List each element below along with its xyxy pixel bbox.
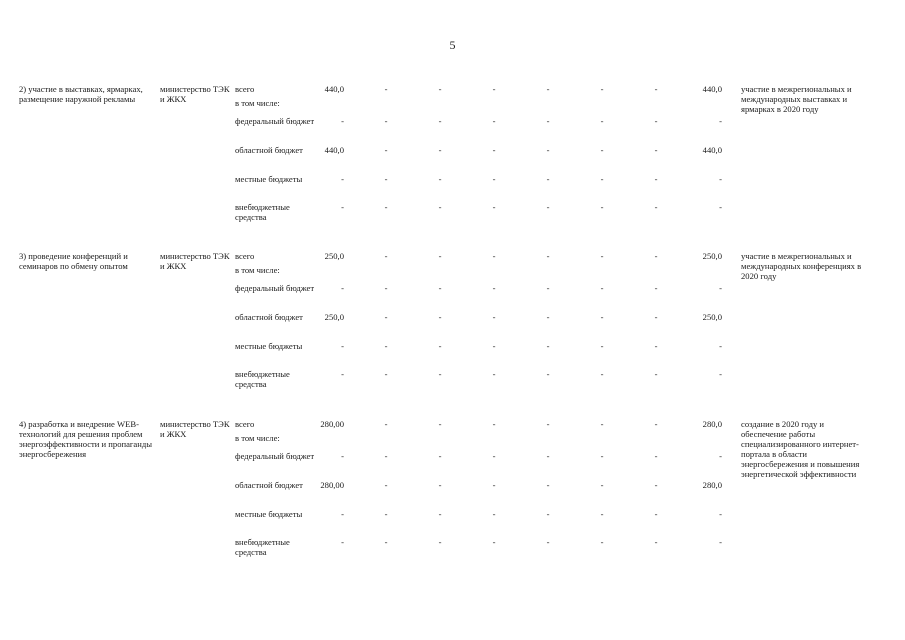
funding-source: областной бюджет: [235, 312, 303, 322]
funding-year-value: -: [654, 84, 658, 94]
funding-year-value: -: [492, 451, 496, 461]
funding-source: в том числе:: [235, 98, 280, 108]
funding-year-value: -: [546, 283, 550, 293]
funding-year-value: -: [654, 202, 658, 212]
funding-total: -: [719, 451, 722, 461]
funding-amount: 440,0: [324, 84, 344, 94]
funding-source: местные бюджеты: [235, 174, 303, 184]
funding-year-value: -: [492, 419, 496, 429]
funding-year-value: -: [600, 174, 604, 184]
funding-amount: -: [341, 509, 344, 519]
funding-row: [0, 341, 905, 363]
executor: министерство ТЭК и ЖКХ: [160, 419, 230, 439]
funding-total: -: [719, 202, 722, 212]
funding-year-value: -: [546, 341, 550, 351]
funding-year-value: -: [546, 145, 550, 155]
funding-year-value: -: [600, 312, 604, 322]
funding-year-value: -: [600, 116, 604, 126]
funding-total: 280,0: [702, 419, 722, 429]
funding-source: федеральный бюджет: [235, 283, 315, 293]
funding-year-value: -: [384, 451, 388, 461]
funding-amount: -: [341, 283, 344, 293]
funding-amount: 280,00: [320, 419, 344, 429]
funding-source: федеральный бюджет: [235, 451, 315, 461]
funding-year-value: -: [384, 369, 388, 379]
funding-amount: -: [341, 537, 344, 547]
funding-row: [0, 145, 905, 167]
funding-source: всего: [235, 84, 255, 94]
page-number: 5: [449, 38, 456, 52]
funding-year-value: -: [546, 251, 550, 261]
funding-row: [0, 174, 905, 196]
funding-year-value: -: [492, 116, 496, 126]
funding-total: 250,0: [702, 251, 722, 261]
event-description: 2) участие в выставках, ярмарках, размещение наружной рекламы: [19, 84, 143, 104]
funding-year-value: -: [384, 480, 388, 490]
funding-year-value: -: [546, 480, 550, 490]
funding-amount: 440,0: [324, 145, 344, 155]
funding-source: всего: [235, 419, 255, 429]
expected-result: создание в 2020 году и обеспечение работы специализированного интернет-портала в области энергосбережения и повышения энергетической эффективности: [741, 419, 860, 479]
expected-result: участие в межрегиональных и международных конференциях в 2020 году: [741, 251, 862, 281]
funding-year-value: -: [492, 202, 496, 212]
funding-year-value: -: [600, 84, 604, 94]
funding-total: -: [719, 537, 722, 547]
funding-amount: -: [341, 116, 344, 126]
funding-total: -: [719, 509, 722, 519]
funding-year-value: -: [492, 145, 496, 155]
funding-amount: 250,0: [324, 312, 344, 322]
funding-year-value: -: [384, 537, 388, 547]
funding-row: [0, 312, 905, 334]
funding-year-value: -: [492, 369, 496, 379]
funding-year-value: -: [438, 537, 442, 547]
funding-year-value: -: [654, 283, 658, 293]
funding-year-value: -: [492, 480, 496, 490]
funding-year-value: -: [438, 84, 442, 94]
funding-year-value: -: [546, 202, 550, 212]
funding-source: федеральный бюджет: [235, 116, 315, 126]
funding-amount: -: [341, 369, 344, 379]
funding-year-value: -: [600, 451, 604, 461]
funding-year-value: -: [546, 537, 550, 547]
funding-year-value: -: [492, 251, 496, 261]
funding-source: местные бюджеты: [235, 509, 303, 519]
funding-year-value: -: [600, 419, 604, 429]
funding-amount: -: [341, 451, 344, 461]
funding-year-value: -: [438, 145, 442, 155]
funding-year-value: -: [600, 251, 604, 261]
expected-result: участие в межрегиональных и международных выставках и ярмарках в 2020 году: [741, 84, 852, 114]
program-event-block: [0, 251, 905, 411]
funding-amount: 280,00: [320, 480, 344, 490]
funding-year-value: -: [384, 116, 388, 126]
funding-year-value: -: [438, 283, 442, 293]
funding-year-value: -: [384, 341, 388, 351]
funding-year-value: -: [654, 145, 658, 155]
funding-amount: 250,0: [324, 251, 344, 261]
funding-year-value: -: [384, 419, 388, 429]
funding-year-value: -: [546, 312, 550, 322]
funding-row: [0, 537, 905, 559]
funding-row: [0, 369, 905, 391]
funding-year-value: -: [438, 341, 442, 351]
funding-year-value: -: [438, 480, 442, 490]
funding-year-value: -: [492, 537, 496, 547]
funding-year-value: -: [600, 480, 604, 490]
program-event-block: [0, 419, 905, 579]
funding-source: областной бюджет: [235, 480, 303, 490]
funding-year-value: -: [546, 509, 550, 519]
funding-total: 280,0: [702, 480, 722, 490]
funding-year-value: -: [384, 312, 388, 322]
funding-total: -: [719, 174, 722, 184]
funding-year-value: -: [438, 451, 442, 461]
funding-source: внебюджетные средства: [235, 369, 290, 389]
funding-year-value: -: [600, 145, 604, 155]
funding-total: -: [719, 369, 722, 379]
funding-amount: -: [341, 202, 344, 212]
funding-source: в том числе:: [235, 433, 280, 443]
executor: министерство ТЭК и ЖКХ: [160, 84, 230, 104]
funding-source: в том числе:: [235, 265, 280, 275]
funding-source: местные бюджеты: [235, 341, 303, 351]
funding-year-value: -: [654, 251, 658, 261]
funding-year-value: -: [600, 369, 604, 379]
funding-year-value: -: [384, 251, 388, 261]
funding-row: [0, 202, 905, 224]
funding-source: внебюджетные средства: [235, 537, 290, 557]
funding-year-value: -: [384, 283, 388, 293]
funding-year-value: -: [492, 341, 496, 351]
funding-amount: -: [341, 174, 344, 184]
funding-year-value: -: [492, 283, 496, 293]
funding-row: [0, 283, 905, 305]
funding-year-value: -: [600, 283, 604, 293]
program-event-block: [0, 84, 905, 244]
funding-row: [0, 509, 905, 531]
funding-year-value: -: [438, 251, 442, 261]
funding-year-value: -: [438, 116, 442, 126]
funding-year-value: -: [438, 509, 442, 519]
funding-year-value: -: [438, 174, 442, 184]
funding-year-value: -: [600, 202, 604, 212]
funding-year-value: -: [384, 145, 388, 155]
funding-year-value: -: [384, 84, 388, 94]
funding-row: [0, 116, 905, 138]
funding-year-value: -: [600, 341, 604, 351]
funding-year-value: -: [546, 174, 550, 184]
funding-year-value: -: [546, 419, 550, 429]
funding-year-value: -: [438, 202, 442, 212]
funding-total: -: [719, 283, 722, 293]
funding-year-value: -: [654, 312, 658, 322]
funding-year-value: -: [384, 202, 388, 212]
funding-year-value: -: [654, 480, 658, 490]
funding-year-value: -: [438, 369, 442, 379]
funding-year-value: -: [654, 509, 658, 519]
funding-source: внебюджетные средства: [235, 202, 290, 222]
funding-year-value: -: [492, 509, 496, 519]
funding-year-value: -: [654, 174, 658, 184]
funding-total: -: [719, 341, 722, 351]
funding-year-value: -: [492, 174, 496, 184]
funding-row: [0, 480, 905, 502]
funding-total: 440,0: [702, 145, 722, 155]
funding-amount: -: [341, 341, 344, 351]
funding-year-value: -: [654, 537, 658, 547]
event-description: 3) проведение конференций и семинаров по обмену опытом: [19, 251, 128, 271]
funding-total: -: [719, 116, 722, 126]
funding-year-value: -: [654, 369, 658, 379]
funding-year-value: -: [438, 419, 442, 429]
funding-year-value: -: [600, 537, 604, 547]
funding-year-value: -: [492, 312, 496, 322]
funding-year-value: -: [654, 116, 658, 126]
funding-year-value: -: [546, 84, 550, 94]
funding-year-value: -: [438, 312, 442, 322]
funding-year-value: -: [546, 451, 550, 461]
funding-row: [0, 451, 905, 473]
funding-total: 250,0: [702, 312, 722, 322]
funding-year-value: -: [492, 84, 496, 94]
funding-year-value: -: [654, 451, 658, 461]
event-description: 4) разработка и внедрение WEB-технологий для решения проблем энергоэффективности и пропаганды энергосбережения: [19, 419, 152, 459]
funding-source: областной бюджет: [235, 145, 303, 155]
funding-year-value: -: [654, 341, 658, 351]
funding-year-value: -: [600, 509, 604, 519]
executor: министерство ТЭК и ЖКХ: [160, 251, 230, 271]
funding-source: всего: [235, 251, 255, 261]
funding-year-value: -: [654, 419, 658, 429]
funding-total: 440,0: [702, 84, 722, 94]
funding-year-value: -: [546, 369, 550, 379]
funding-year-value: -: [546, 116, 550, 126]
funding-year-value: -: [384, 509, 388, 519]
funding-year-value: -: [384, 174, 388, 184]
